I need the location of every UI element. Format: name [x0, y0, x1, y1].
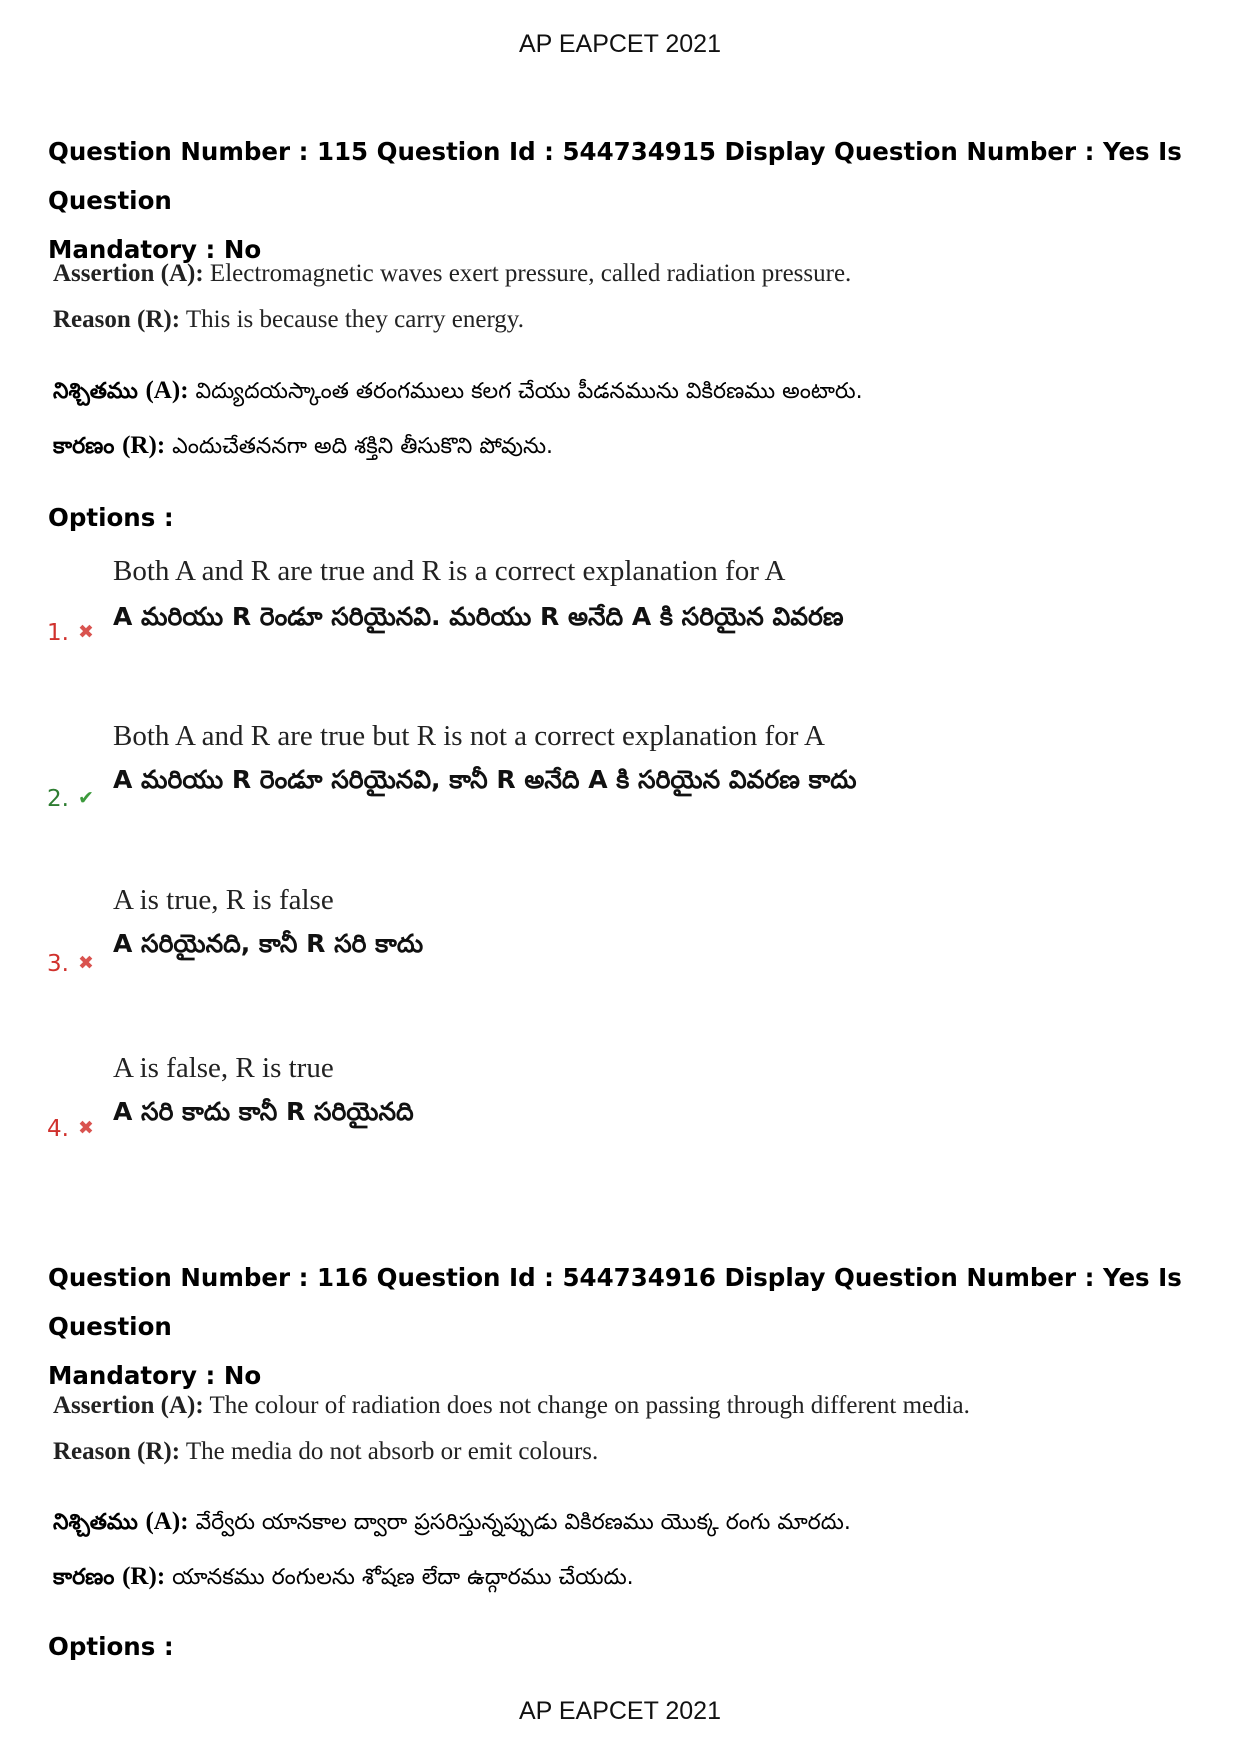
- question-115-assertion: [53, 260, 851, 288]
- page-header: AP EAPCET 2021: [519, 30, 721, 58]
- telugu-assertion-text: విద్యుదయస్కాంత తరంగములు కలగ చేయు పీడనమును వికిరణము అంటారు.: [188, 379, 863, 404]
- option-4-number: 4.: [47, 1116, 69, 1142]
- question-116-reason: [53, 1438, 598, 1466]
- wrong-mark-icon: ✖: [78, 952, 94, 974]
- telugu-assertion-label: (A):: [145, 1508, 189, 1535]
- question-115-meta-line1: Question Number : 115 Question Id : 544734915 Display Question Number : Yes Is Question: [48, 137, 1182, 215]
- question-116-telugu-reason: [53, 1563, 634, 1595]
- telugu-assertion-prefix: నిశ్చితము: [53, 379, 146, 404]
- option-4-english: A is false, R is true: [113, 1052, 334, 1084]
- reason-label: Reason (R):: [53, 306, 181, 333]
- question-116-options-label: Options :: [48, 1632, 174, 1661]
- question-116-telugu-assertion: [53, 1508, 851, 1540]
- assertion-label: Assertion (A):: [53, 260, 204, 287]
- telugu-assertion-label: (A):: [145, 377, 189, 404]
- wrong-mark-icon: ✖: [78, 1117, 94, 1139]
- assertion-label: Assertion (A):: [53, 1392, 204, 1419]
- option-2-number: 2.: [47, 786, 69, 812]
- telugu-reason-text: ఎందుచేతననగా అది శక్తిని తీసుకొని పోవును.: [165, 434, 554, 459]
- question-115-telugu-assertion: [53, 377, 863, 409]
- question-115-options-label: Options :: [48, 503, 174, 532]
- telugu-reason-label: (R):: [122, 1563, 166, 1590]
- page-footer: AP EAPCET 2021: [519, 1697, 721, 1725]
- option-1-english: Both A and R are true and R is a correct explanation for A: [113, 555, 786, 587]
- question-116-meta-line2: Mandatory : No: [48, 1361, 262, 1390]
- question-116-meta: [48, 1253, 1198, 1400]
- option-4-telugu: A సరి కాదు కానీ R సరియైనది: [113, 1097, 414, 1126]
- question-115-reason: [53, 306, 524, 334]
- telugu-assertion-text: వేర్వేరు యానకాల ద్వారా ప్రసరిస్తున్నప్పుడు వికిరణము యొక్క రంగు మారదు.: [188, 1510, 851, 1535]
- option-2-english: Both A and R are true but R is not a correct explanation for A: [113, 720, 825, 752]
- telugu-reason-prefix: కారణం: [53, 434, 123, 459]
- option-1-telugu: A మరియు R రెండూ సరియైనవి. మరియు R అనేది A కి సరియైన వివరణ: [113, 602, 844, 631]
- assertion-text: The colour of radiation does not change on passing through different media.: [203, 1392, 970, 1419]
- option-3-telugu: A సరియైనది, కానీ R సరి కాదు: [113, 929, 424, 958]
- question-115-meta-line2: Mandatory : No: [48, 235, 262, 264]
- assertion-text: Electromagnetic waves exert pressure, called radiation pressure.: [203, 260, 852, 287]
- reason-text: The media do not absorb or emit colours.: [180, 1438, 599, 1465]
- question-115-meta: [48, 127, 1198, 274]
- option-3-english: A is true, R is false: [113, 884, 334, 916]
- wrong-mark-icon: ✖: [78, 621, 94, 643]
- option-3-number: 3.: [47, 951, 69, 977]
- reason-text: This is because they carry energy.: [180, 306, 524, 333]
- reason-label: Reason (R):: [53, 1438, 181, 1465]
- telugu-reason-prefix: కారణం: [53, 1565, 123, 1590]
- telugu-reason-text: యానకము రంగులను శోషణ లేదా ఉద్గారము చేయదు.: [165, 1565, 634, 1590]
- option-2-telugu: A మరియు R రెండూ సరియైనవి, కానీ R అనేది A కి సరియైన వివరణ కాదు: [113, 765, 857, 794]
- question-116-assertion: [53, 1392, 970, 1420]
- telugu-assertion-prefix: నిశ్చితము: [53, 1510, 146, 1535]
- question-115-telugu-reason: [53, 432, 553, 464]
- question-116-meta-line1: Question Number : 116 Question Id : 544734916 Display Question Number : Yes Is Question: [48, 1263, 1182, 1341]
- check-mark-icon: ✔: [78, 787, 94, 809]
- telugu-reason-label: (R):: [122, 432, 166, 459]
- option-1-number: 1.: [47, 620, 69, 646]
